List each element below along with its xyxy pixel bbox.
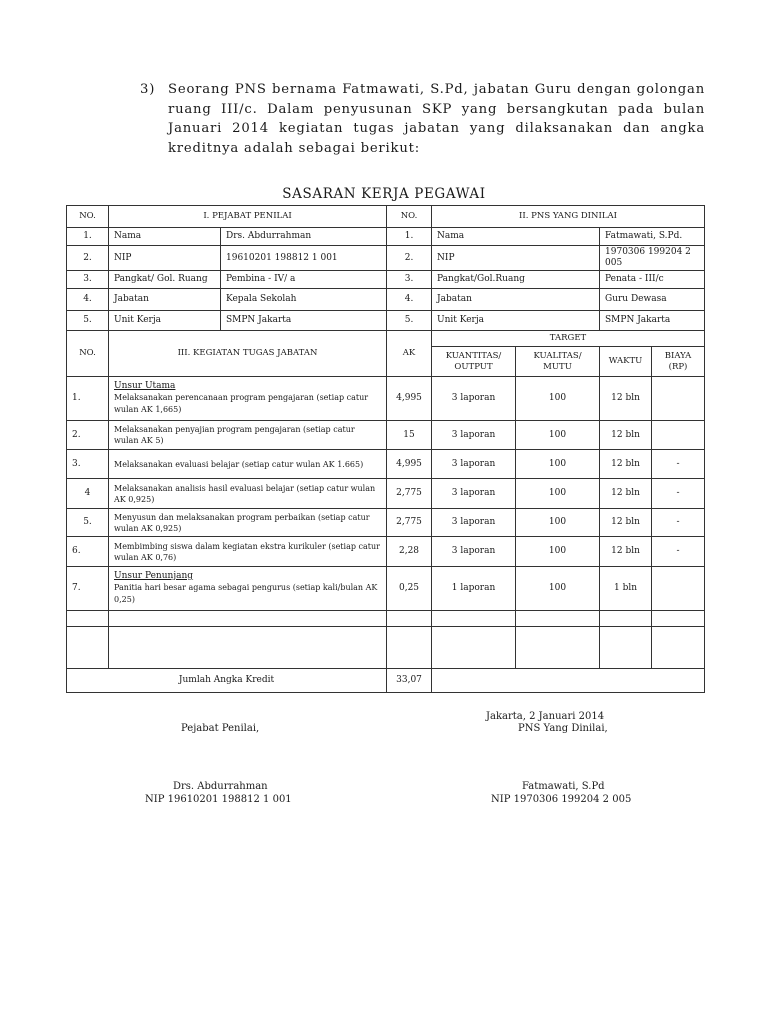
activity-no: 1. [67, 377, 109, 421]
activity-kuantitas: 3 laporan [432, 450, 516, 479]
activity-kualitas: 100 [516, 567, 600, 611]
activity-kuantitas: 3 laporan [432, 537, 516, 567]
activity-desc: Melaksanakan analisis hasil evaluasi belajar (setiap catur wulan AK 0,925) [109, 479, 387, 509]
activity-row [67, 567, 705, 611]
signature-date: Jakarta, 2 Januari 2014 [486, 711, 605, 722]
activity-row [67, 421, 705, 450]
activity-waktu: 12 bln [600, 509, 652, 537]
identity-row [67, 271, 705, 289]
identity-no: 2. [67, 246, 109, 271]
activity-row [67, 509, 705, 537]
identity-label: Nama [109, 228, 221, 246]
activity-ak: 2,775 [387, 509, 432, 537]
activity-kualitas: 100 [516, 509, 600, 537]
identity-value-2: Fatmawati, S.Pd. [600, 228, 705, 246]
activity-ak: 0,25 [387, 567, 432, 611]
activity-desc: Melaksanakan evaluasi belajar (setiap catur wulan AK 1.665) [109, 450, 387, 479]
empty-row [67, 611, 705, 627]
identity-label-2: Jabatan [432, 289, 600, 311]
activity-kualitas: 100 [516, 537, 600, 567]
activity-row [67, 377, 705, 421]
activity-header-row [67, 331, 705, 347]
activity-kuantitas: 3 laporan [432, 479, 516, 509]
header-pns-dinilai: II. PNS YANG DINILAI [432, 206, 705, 228]
identity-value: 19610201 198812 1 001 [221, 246, 387, 271]
header-pejabat-penilai: I. PEJABAT PENILAI [109, 206, 387, 228]
document-title: SASARAN KERJA PEGAWAI [282, 186, 486, 202]
activity-kuantitas: 3 laporan [432, 509, 516, 537]
identity-value-2: Penata - III/c [600, 271, 705, 289]
identity-row [67, 311, 705, 331]
identity-no: 1. [67, 228, 109, 246]
left-signer-nip: NIP 19610201 198812 1 001 [145, 794, 292, 805]
identity-row [67, 228, 705, 246]
unsur-label: Unsur Utama [114, 381, 176, 391]
intro-text: Seorang PNS bernama Fatmawati, S.Pd, jabatan Guru dengan golongan ruang III/c. Dalam penyusunan SKP yang bersangkutan pada bulan Januari 2014 kegiatan tugas jabatan yang dilaksanakan dan angka kreditnya adalah sebagai berikut: [168, 82, 705, 156]
activity-ak: 4,995 [387, 377, 432, 421]
identity-label-2: Nama [432, 228, 600, 246]
activity-waktu: 12 bln [600, 377, 652, 421]
activity-header-biaya: BIAYA (RP) [652, 347, 705, 377]
activity-waktu: 1 bln [600, 567, 652, 611]
identity-no: 3. [67, 271, 109, 289]
left-signer-name: Drs. Abdurrahman [173, 781, 268, 792]
activity-kuantitas: 1 laporan [432, 567, 516, 611]
activity-desc: Membimbing siswa dalam kegiatan ekstra kurikuler (setiap catur wulan AK 0,76) [109, 537, 387, 567]
activity-waktu: 12 bln [600, 479, 652, 509]
identity-value-2: 1970306 199204 2 005 [600, 246, 705, 271]
activity-waktu: 12 bln [600, 421, 652, 450]
activity-biaya: - [652, 509, 705, 537]
activity-header-kuantitas: KUANTITAS/ OUTPUT [432, 347, 516, 377]
right-signer-name: Fatmawati, S.Pd [522, 781, 605, 792]
activity-biaya: - [652, 479, 705, 509]
identity-no-2: 3. [387, 271, 432, 289]
identity-no-2: 1. [387, 228, 432, 246]
activity-desc: Melaksanakan penyajian program pengajaran (setiap catur wulan AK 5) [109, 421, 387, 450]
total-label: Jumlah Angka Kredit [67, 669, 387, 693]
activity-no: 4 [67, 479, 109, 509]
activity-no: 6. [67, 537, 109, 567]
identity-no-2: 2. [387, 246, 432, 271]
activity-waktu: 12 bln [600, 450, 652, 479]
identity-row [67, 289, 705, 311]
activity-ak: 15 [387, 421, 432, 450]
intro-number: 3) [140, 82, 156, 97]
identity-value: SMPN Jakarta [221, 311, 387, 331]
total-row [67, 669, 705, 693]
activity-waktu: 12 bln [600, 537, 652, 567]
activity-header-target: TARGET [432, 331, 705, 347]
empty-row [67, 627, 705, 669]
identity-label-2: NIP [432, 246, 600, 271]
left-signer-role: Pejabat Penilai, [181, 723, 260, 734]
identity-value: Kepala Sekolah [221, 289, 387, 311]
activity-biaya [652, 567, 705, 611]
activity-biaya [652, 377, 705, 421]
identity-no-2: 5. [387, 311, 432, 331]
activity-no: 7. [67, 567, 109, 611]
identity-no: 5. [67, 311, 109, 331]
activity-ak: 2,775 [387, 479, 432, 509]
activity-row [67, 479, 705, 509]
activity-kuantitas: 3 laporan [432, 421, 516, 450]
intro-paragraph [140, 80, 705, 158]
identity-value: Pembina - IV/ a [221, 271, 387, 289]
identity-no: 4. [67, 289, 109, 311]
activity-row [67, 537, 705, 567]
activity-kualitas: 100 [516, 479, 600, 509]
header-no-2: NO. [387, 206, 432, 228]
activity-no: 2. [67, 421, 109, 450]
activity-row [67, 450, 705, 479]
activity-kuantitas: 3 laporan [432, 377, 516, 421]
right-signer-nip: NIP 1970306 199204 2 005 [491, 794, 632, 805]
activity-header-kegiatan: III. KEGIATAN TUGAS JABATAN [109, 331, 387, 377]
identity-value-2: SMPN Jakarta [600, 311, 705, 331]
activity-header-no: NO. [67, 331, 109, 377]
skp-table [66, 205, 705, 693]
identity-value: Drs. Abdurrahman [221, 228, 387, 246]
activity-biaya: - [652, 450, 705, 479]
activity-header-waktu: WAKTU [600, 347, 652, 377]
activity-kualitas: 100 [516, 450, 600, 479]
activity-biaya [652, 421, 705, 450]
activity-ak: 2,28 [387, 537, 432, 567]
activity-header-kualitas: KUALITAS/ MUTU [516, 347, 600, 377]
identity-label: Jabatan [109, 289, 221, 311]
total-value: 33,07 [387, 669, 432, 693]
identity-label: NIP [109, 246, 221, 271]
activity-kualitas: 100 [516, 377, 600, 421]
header-no: NO. [67, 206, 109, 228]
activity-no: 5. [67, 509, 109, 537]
activity-header-ak: AK [387, 331, 432, 377]
unsur-label: Unsur Penunjang [114, 571, 194, 581]
identity-row [67, 246, 705, 271]
identity-value-2: Guru Dewasa [600, 289, 705, 311]
identity-header-row [67, 206, 705, 228]
activity-ak: 4,995 [387, 450, 432, 479]
activity-biaya: - [652, 537, 705, 567]
identity-label-2: Unit Kerja [432, 311, 600, 331]
identity-no-2: 4. [387, 289, 432, 311]
activity-no: 3. [67, 450, 109, 479]
activity-desc: Panitia hari besar agama sebagai pengurus (setiap kali/bulan AK 0,25) [114, 583, 378, 604]
right-signer-role: PNS Yang Dinilai, [518, 723, 608, 734]
activity-kualitas: 100 [516, 421, 600, 450]
activity-desc: Menyusun dan melaksanakan program perbaikan (setiap catur wulan AK 0,925) [109, 509, 387, 537]
activity-desc: Melaksanakan perencanaan program pengajaran (setiap catur wulan AK 1,665) [114, 393, 369, 414]
identity-label: Unit Kerja [109, 311, 221, 331]
identity-label-2: Pangkat/Gol.Ruang [432, 271, 600, 289]
identity-label: Pangkat/ Gol. Ruang [109, 271, 221, 289]
